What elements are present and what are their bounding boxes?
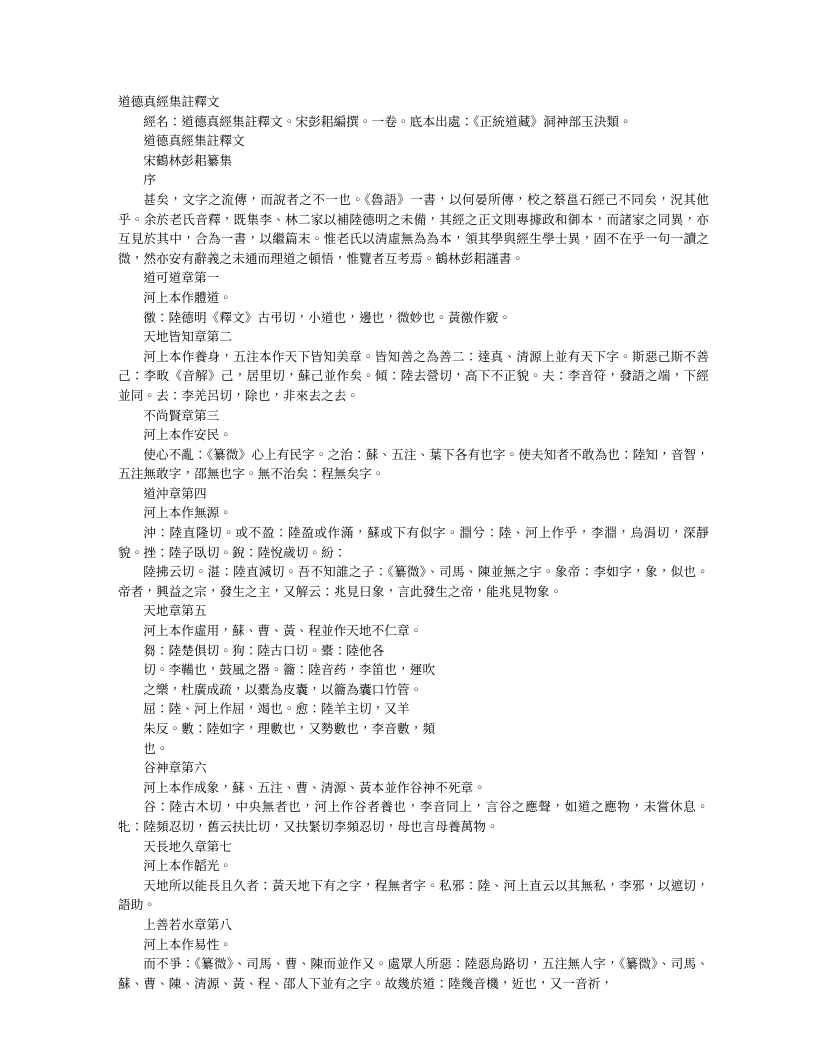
chapter-body-2: 河上本作養身，五注本作天下皆知美章。皆知善之為善二：達真、清源上並有天下字。斯惡己斯不善己：李畋《音解》己，居里切，蘇己並作矣。傾：陸去營切，高下不正貌。夫：李音符，發語之端，下經並同。去：李羌呂切，除也，非來去之去。 (118, 348, 709, 403)
chapter-variant-note-8: 河上本作易性。 (143, 936, 233, 952)
chapter-heading-2: 天地皆知章第二 (143, 329, 233, 345)
chapter-body-6: 谷：陸古木切，中央無者也，河上作谷者養也，李音同上，言谷之應聲，如道之應物，未嘗休息。牝：陸頻忍切，舊云扶比切，又扶緊切李頻忍切，母也言母養萬物。 (118, 799, 709, 834)
compiler-attribution-line: 宋鶴林彭耜纂集 (143, 152, 233, 168)
chapter-body-5e: 朱反。數：陸如字，理數也，又勢數也，李音數，頻 (143, 721, 436, 736)
chapter-body-7: 天地所以能長且久者：黃天地下有之字，程無者字。私邪：陸、河上直云以其無私，李邪，以遮切，語助。 (118, 877, 709, 913)
chapter-body-5c: 之樂，杜廣成疏，以橐為皮囊，以籥為囊口竹管。 (143, 681, 423, 697)
chapter-heading-7: 天長地久章第七 (143, 838, 233, 854)
chapter-heading-3: 不尚賢章第三 (143, 407, 220, 423)
inner-title-line: 道德真經集註釋文 (143, 133, 245, 149)
preface-body-paragraph: 甚矣，文字之流傳，而說者之不一也。《魯語》一書，以何晏所傳，校之蔡邕石經己不同矣，況其他乎。余於老氏音釋，既集李、林二家以補陸德明之未備，其經之正文則專據政和御本，而諸家之同異，亦互見於其中，合為一書，以繼篇末。惟老氏以清虛無為為本，領其學與經生學士異，固不在乎一句一讀之微，然亦安有辭義之未通而理道之頓悟，惟覽者互考焉。鶴林彭耜謹書。 (118, 191, 709, 266)
chapter-heading-1: 道可道章第一 (143, 270, 220, 286)
chapter-gloss-1: 徼：陸德明《釋文》古弔切，小道也，邊也，微妙也。黃徼作竅。 (143, 309, 512, 325)
chapter-variant-note-7: 河上本作韜光。 (143, 858, 233, 874)
document-text-body (118, 92, 709, 993)
chapter-heading-6: 谷神章第六 (143, 760, 207, 776)
preface-heading: 序 (143, 172, 156, 188)
scripture-metadata-line: 經名：道德真經集註釋文。宋彭耜編撰。一卷。底本出處：《正統道藏》洞神部玉決類。 (143, 113, 632, 129)
chapter-heading-5: 天地章第五 (143, 603, 207, 619)
chapter-heading-8: 上善若水章第八 (143, 916, 233, 932)
chapter-body-4a: 沖：陸直隆切。或不盈：陸盈或作滿，蘇或下有似字。淵兮：陸、河上作乎，李淵，烏涓切，深靜貌。挫：陸子臥切。銳：陸悅歲切。紛： (118, 525, 709, 560)
chapter-body-8: 而不爭：《纂微》、司馬、曹、陳而並作又。處眾人所惡：陸惡烏路切，五注無人字，《纂微》、司馬、蘇、曹、陳、清源、黃、程、邵人下並有之字。故幾於道：陸幾音機，近也，又一音祈， (118, 956, 709, 991)
document-title: 道德真經集註釋文 (118, 94, 220, 109)
chapter-body-5b: 切。李鞴也，鼓風之器。籥：陸音药，李笛也，運吹 (143, 662, 436, 678)
chapter-variant-note-1: 河上本作體道。 (143, 289, 233, 305)
chapter-body-5d: 屈：陸、河上作屈，竭也。愈：陸羊主切，又羊 (143, 701, 410, 717)
chapter-heading-4: 道沖章第四 (143, 485, 207, 501)
chapter-body-3: 使心不亂：《纂微》心上有民字。之治：蘇、五注、葉下各有也字。使夫知者不敢為也：陸知，音智，五注無敢字，邵無也字。無不治矣：程無矣字。 (118, 446, 709, 482)
chapter-body-4b: 陸拂云切。湛：陸直減切。吾不知誰之子：《纂微》、司馬、陳並無之宇。象帝：李如字，象，似也。帝者，興益之宗，發生之主，又解云：兆見曰象，言此發生之帝，能兆見物象。 (118, 564, 709, 599)
chapter-body-5a: 芻：陸楚俱切。狗：陸古口切。橐：陸他各 (143, 642, 385, 658)
chapter-body-5f: 也。 (143, 740, 169, 756)
chapter-variant-note-4: 河上本作無源。 (143, 505, 233, 521)
chapter-variant-note-6: 河上本作成象，蘇、五注、曹、清源、黃本並作谷神不死章。 (143, 779, 486, 795)
chapter-variant-note-3: 河上本作安民。 (143, 427, 233, 443)
chapter-variant-note-5: 河上本作虛用，蘇、曹、黃、程並作天地不仁章。 (143, 623, 423, 639)
